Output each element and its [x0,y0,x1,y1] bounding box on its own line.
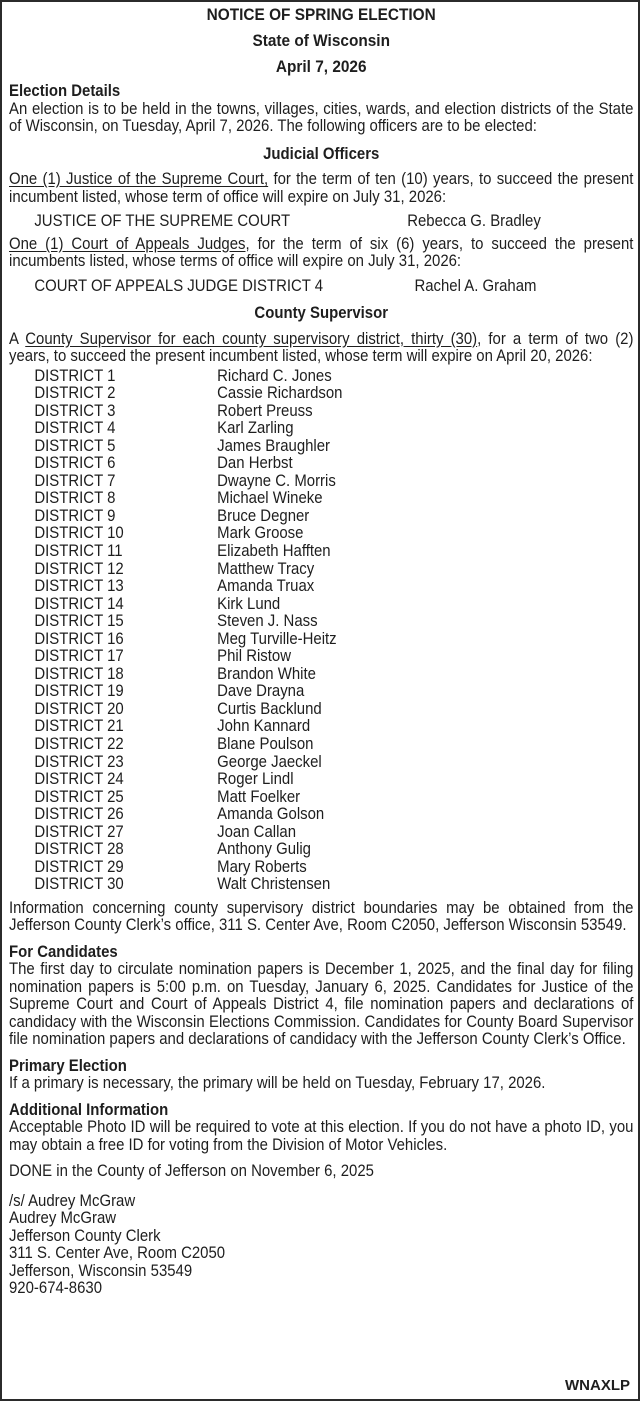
district-row [34,683,633,701]
supervisor-name: Elizabeth Hafften [217,541,331,560]
district-label: DISTRICT 6 [34,454,116,473]
district-label: DISTRICT 23 [34,752,124,771]
supervisor-name: Meg Turville-Heitz [217,629,337,648]
district-label: DISTRICT 14 [34,594,124,613]
notice-title: NOTICE OF SPRING ELECTION [206,5,436,24]
additional-heading: Additional Information [9,1100,169,1119]
district-label: DISTRICT 24 [34,770,124,789]
supervisor-name: Cassie Richardson [217,384,343,403]
district-row [34,754,633,772]
district-label: DISTRICT 27 [34,822,124,841]
district-label: DISTRICT 2 [34,384,116,403]
notice-date: April 7, 2026 [275,57,367,76]
district-row [34,438,633,456]
district-label: DISTRICT 3 [34,401,116,420]
district-row [34,736,633,754]
supervisor-name: Walt Christensen [217,875,331,894]
supervisor-name: Brandon White [217,664,316,683]
supervisor-name: Mary Roberts [217,857,307,876]
supreme-court-office-row [34,213,633,231]
district-row [34,543,633,561]
district-label: DISTRICT 16 [34,629,124,648]
district-label: DISTRICT 11 [34,541,123,560]
district-label: DISTRICT 4 [34,419,116,438]
supervisor-name: Dan Herbst [217,454,293,473]
additional-section [9,1102,633,1155]
district-row [34,648,633,666]
district-label: DISTRICT 28 [34,840,124,859]
supervisor-name: Mark Groose [217,524,304,543]
district-label: DISTRICT 8 [34,489,116,508]
supervisor-name: Amanda Golson [217,805,325,824]
supreme-court-underlined: One (1) Justice of the Supreme Court, [9,170,269,188]
election-details-text: An election is to be held in the towns, villages, cities, wards, and election districts of the State of Wisconsin, on Tuesday, April 7, 2026. The following officers are to be elected: [9,99,634,135]
district-row [34,631,633,649]
district-row [34,403,633,421]
district-row [34,525,633,543]
district-row [34,701,633,719]
signature-name: Audrey McGraw [9,1209,117,1228]
county-supervisor-underlined: County Supervisor for each county supervisory district, thirty (30) [25,329,478,348]
appeals-court-office-row [34,278,633,296]
district-label: DISTRICT 26 [34,805,124,824]
office-name: COURT OF APPEALS JUDGE DISTRICT 4 [34,276,324,295]
supervisor-name: Amanda Truax [217,577,315,596]
county-supervisor-rest: , for a term of two (2) years, to succeed the present incumbent listed, whose term will expire on April 20, 2026: [9,329,634,365]
district-row [34,473,633,491]
supervisor-name: Anthony Gulig [217,840,311,859]
district-label: DISTRICT 21 [34,717,124,736]
district-row [34,841,633,859]
supervisor-name: Richard C. Jones [217,366,332,385]
district-row [34,420,633,438]
district-row [34,613,633,631]
supervisor-name: George Jaeckel [217,752,322,771]
supervisor-name: Bruce Degner [217,506,310,525]
district-row [34,490,633,508]
candidates-text: The first day to circulate nomination papers is December 1, 2025, and the final day for filing nomination papers is 5:00 p.m. on Tuesday, January 6, 2025. Candidates for Justice of the Supreme Court and Court of Appeals District 4, file nomination papers and declarations of candidacy with the Wisconsin Elections Commission. Candidates for County Board Supervisor file nomination papers and declarations of candidacy with the Jefferson County Clerk’s Office. [9,960,634,1049]
supervisor-name: Phil Ristow [217,647,292,666]
district-row [34,771,633,789]
boundaries-info: Information concerning county supervisory district boundaries may be obtained from the Jefferson County Clerk’s office, 311 S. Center Ave, Room C2050, Jefferson Wisconsin 53549. [9,898,634,935]
primary-heading: Primary Election [9,1056,127,1075]
incumbent-name: Rebecca G. Bradley [407,212,541,230]
election-details-section [9,83,633,136]
district-row [34,876,633,894]
supervisor-name: Michael Wineke [217,489,323,508]
signature-title: Jefferson County Clerk [9,1226,161,1245]
county-supervisor-text [9,331,633,366]
district-label: DISTRICT 9 [34,506,116,525]
signature-address1: 311 S. Center Ave, Room C2050 [9,1244,226,1263]
district-label: DISTRICT 22 [34,734,124,753]
supervisor-name: Karl Zarling [217,419,294,438]
supervisor-name: Robert Preuss [217,401,313,420]
supervisor-name: Dwayne C. Morris [217,471,336,490]
supervisor-name: John Kannard [217,717,311,736]
candidates-heading: For Candidates [9,942,118,961]
district-row [34,789,633,807]
district-row [34,596,633,614]
district-label: DISTRICT 29 [34,857,124,876]
district-row [34,368,633,386]
signature-phone: 920-674-8630 [9,1279,103,1298]
notice-state: State of Wisconsin [252,31,390,50]
district-label: DISTRICT 10 [34,524,124,543]
done-line: DONE in the County of Jefferson on November 6, 2025 [9,1162,374,1181]
publication-code: WNAXLP [565,1376,630,1394]
supervisor-name: Steven J. Nass [217,612,318,631]
district-row [34,578,633,596]
district-label: DISTRICT 12 [34,559,124,578]
district-row [34,508,633,526]
district-label: DISTRICT 19 [34,682,124,701]
signature-block [9,1193,633,1298]
appeals-court-text [9,236,633,271]
additional-text: Acceptable Photo ID will be required to vote at this election. If you do not have a photo ID, you may obtain a free ID for voting from the Division of Motor Vehicles. [9,1118,634,1154]
incumbent-name: Rachel A. Graham [414,276,537,295]
district-row [34,859,633,877]
signature-signed: /s/ Audrey McGraw [9,1191,136,1210]
notice-body [9,5,633,1298]
supervisor-name: Roger Lindl [217,770,294,789]
candidates-section [9,944,633,1049]
district-label: DISTRICT 17 [34,647,124,666]
supreme-court-text [9,171,633,206]
supervisor-name: James Braughler [217,436,331,455]
district-row [34,806,633,824]
district-label: DISTRICT 1 [34,366,116,385]
judicial-officers-heading: Judicial Officers [263,144,380,163]
district-row [34,561,633,579]
supervisor-name: Joan Callan [217,822,297,841]
district-label: DISTRICT 18 [34,664,124,683]
county-supervisor-heading: County Supervisor [254,304,389,322]
signature-address2: Jefferson, Wisconsin 53549 [9,1261,193,1280]
supreme-court-rest: for the term of ten (10) years, to succeed the present incumbent listed, whose term of office will expire on July 31, 2026: [9,170,634,206]
district-label: DISTRICT 7 [34,471,116,490]
supervisor-name: Dave Drayna [217,682,305,701]
district-list [34,368,633,894]
district-row [34,718,633,736]
supervisor-name: Matt Foelker [217,787,301,806]
supervisor-name: Curtis Backlund [217,699,322,718]
supervisor-name: Kirk Lund [217,594,281,613]
county-prefix: A [9,329,26,348]
district-label: DISTRICT 25 [34,787,124,806]
district-row [34,824,633,842]
supervisor-name: Blane Poulson [217,734,314,753]
appeals-court-underlined: One (1) Court of Appeals Judges [9,234,246,253]
district-row [34,385,633,403]
district-label: DISTRICT 20 [34,699,124,718]
district-label: DISTRICT 5 [34,436,116,455]
appeals-court-rest: , for the term of six (6) years, to succeed the present incumbents listed, whose terms of office will expire on July 31, 2026: [9,234,634,270]
district-label: DISTRICT 15 [34,612,124,631]
district-row [34,666,633,684]
district-label: DISTRICT 30 [34,875,124,894]
district-label: DISTRICT 13 [34,577,124,596]
office-name: JUSTICE OF THE SUPREME COURT [34,212,291,230]
primary-text: If a primary is necessary, the primary will be held on Tuesday, February 17, 2026. [9,1074,546,1093]
primary-section [9,1058,633,1093]
supervisor-name: Matthew Tracy [217,559,315,578]
district-row [34,455,633,473]
election-details-heading: Election Details [9,82,121,100]
